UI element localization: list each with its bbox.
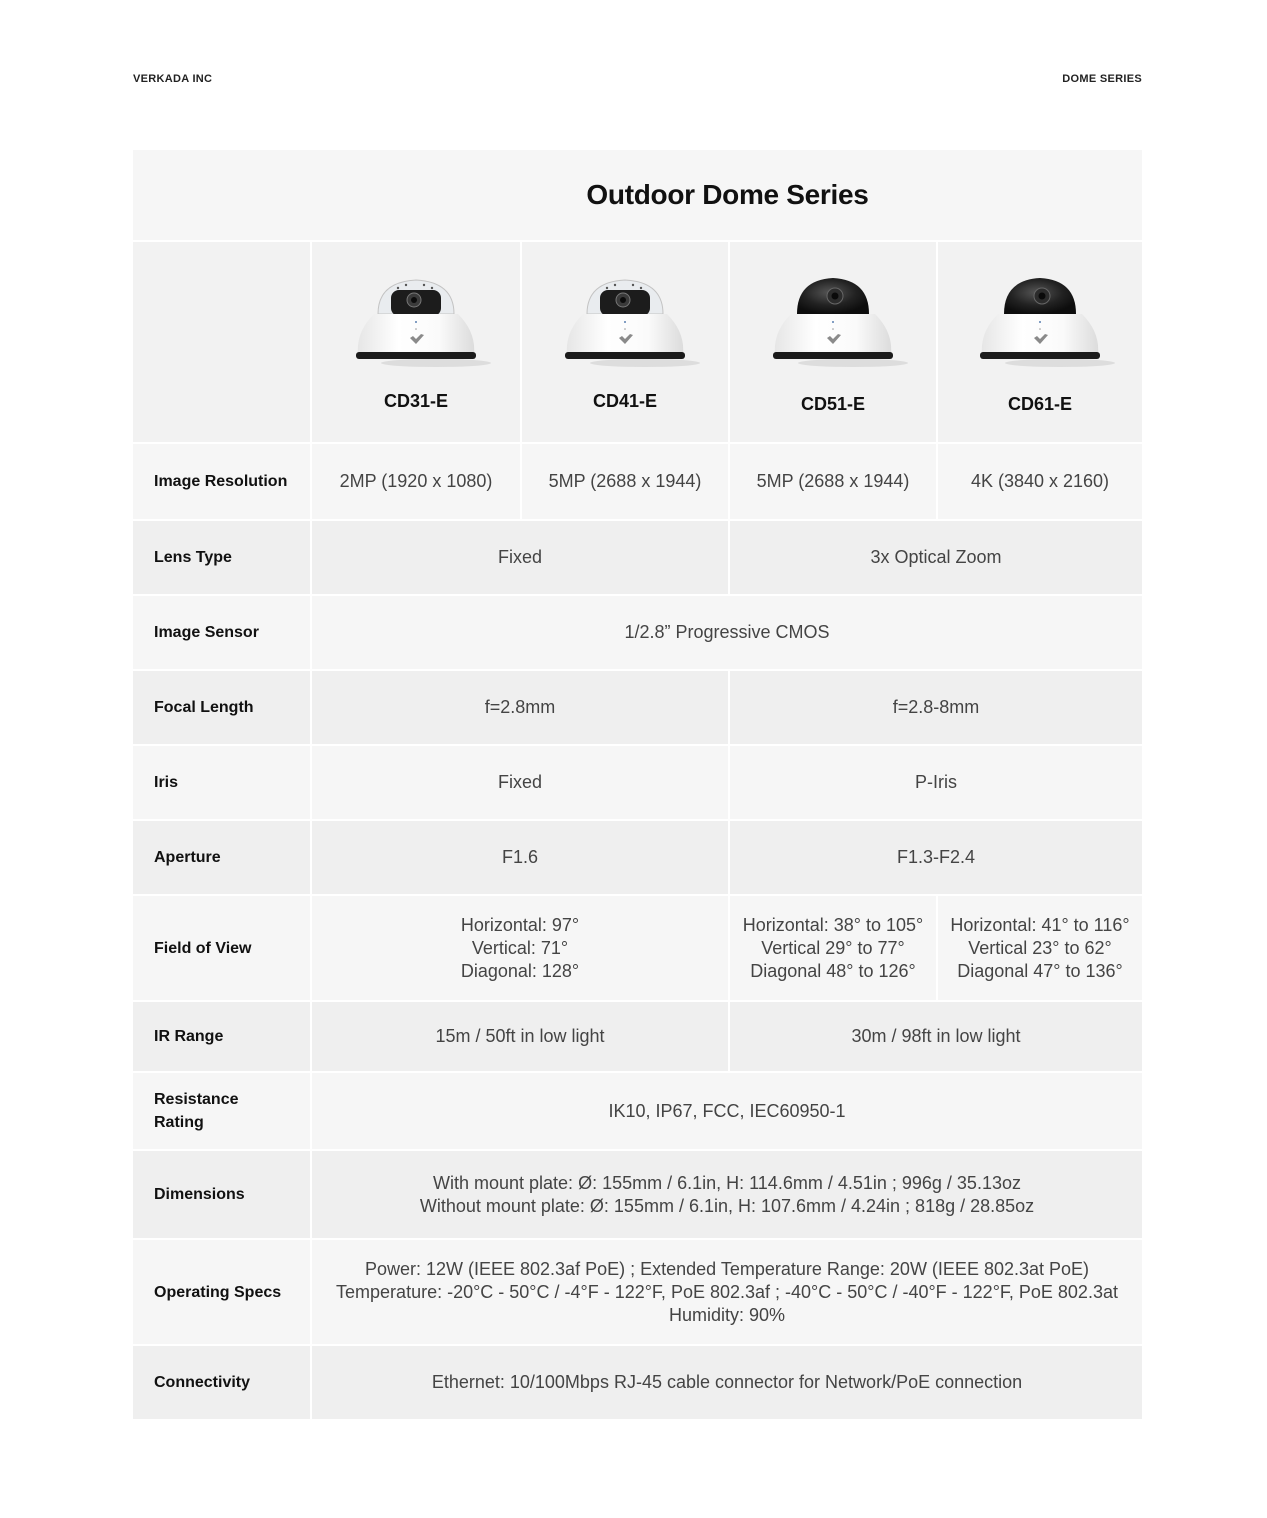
spec-row-operating-specs xyxy=(133,1240,1142,1346)
spec-value: f=2.8-8mm xyxy=(728,671,1142,744)
spec-value: 30m / 98ft in low light xyxy=(728,1002,1142,1071)
spec-value: F1.3-F2.4 xyxy=(728,821,1142,894)
spec-row-dimensions xyxy=(133,1151,1142,1240)
company-name: VERKADA INC xyxy=(133,73,213,85)
spec-row-focal-length xyxy=(133,671,1142,746)
spec-row-ir-range xyxy=(133,1002,1142,1073)
fov-line: Horizontal: 38° to 105° xyxy=(742,914,924,935)
spec-table xyxy=(133,150,1142,1419)
product-model: CD41-E xyxy=(592,391,658,411)
spec-value: 2MP (1920 x 1080) xyxy=(339,471,493,491)
fov-line: Horizontal: 41° to 116° xyxy=(950,914,1130,935)
spec-value: f=2.8mm xyxy=(484,697,556,717)
dimensions-line: With mount plate: Ø: 155mm / 6.1in, H: 114.6mm / 4.51in ; 996g / 35.13oz xyxy=(433,1172,1021,1193)
spec-label: Lens Type xyxy=(133,521,312,594)
spec-value xyxy=(728,896,936,1000)
spec-label: IR Range xyxy=(133,1002,312,1071)
spec-value: 4K (3840 x 2160) xyxy=(936,444,1142,519)
spec-value: IK10, IP67, FCC, IEC60950-1 xyxy=(608,1100,846,1121)
dome-camera-icon xyxy=(960,264,1120,376)
product-cd51-e xyxy=(728,242,936,442)
spec-label: Iris xyxy=(133,746,312,819)
spec-label: Operating Specs xyxy=(133,1240,312,1344)
fov-line: Vertical 23° to 62° xyxy=(968,937,1112,958)
spec-row-lens-type xyxy=(133,521,1142,596)
spec-value: 5MP (2688 x 1944) xyxy=(520,444,728,519)
operating-line: Power: 12W (IEEE 802.3af PoE) ; Extended Temperature Range: 20W (IEEE 802.3at PoE) xyxy=(364,1258,1090,1279)
fov-line: Vertical 29° to 77° xyxy=(761,937,905,958)
spec-label: Aperture xyxy=(133,821,312,894)
spec-row-iris xyxy=(133,746,1142,821)
spec-label: Dimensions xyxy=(133,1151,312,1238)
fov-line: Diagonal 48° to 126° xyxy=(750,960,916,981)
spec-value: P-Iris xyxy=(728,746,1142,819)
fov-line: Horizontal: 97° xyxy=(460,914,580,935)
table-title: Outdoor Dome Series xyxy=(586,179,869,210)
operating-line: Humidity: 90% xyxy=(668,1304,786,1325)
product-row xyxy=(133,242,1142,444)
dome-camera-icon xyxy=(545,264,705,376)
fov-line: Diagonal 47° to 136° xyxy=(957,960,1123,981)
spec-value: 3x Optical Zoom xyxy=(728,521,1142,594)
product-cd31-e xyxy=(312,242,520,442)
spec-value xyxy=(312,896,728,1000)
spec-label: Focal Length xyxy=(133,671,312,744)
product-row-label xyxy=(133,242,312,442)
dimensions-line: Without mount plate: Ø: 155mm / 6.1in, H: 107.6mm / 4.24in ; 818g / 28.85oz xyxy=(419,1195,1035,1216)
spec-label-line: Rating xyxy=(154,1114,204,1131)
spec-value xyxy=(312,1151,1142,1238)
spec-label: Image Resolution xyxy=(133,444,312,519)
spec-label: Image Sensor xyxy=(133,596,312,669)
spec-value: Ethernet: 10/100Mbps RJ-45 cable connector for Network/PoE connection xyxy=(431,1372,1023,1392)
product-cd61-e xyxy=(936,242,1142,442)
dome-camera-icon xyxy=(336,264,496,376)
spec-value: 5MP (2688 x 1944) xyxy=(728,444,936,519)
spec-row-image-sensor xyxy=(133,596,1142,671)
table-title-row xyxy=(133,150,1142,242)
spec-value: Fixed xyxy=(497,772,542,792)
spec-label-line: Resistance xyxy=(154,1091,239,1108)
dome-camera-icon xyxy=(753,264,913,376)
spec-value: Fixed xyxy=(497,547,542,567)
fov-line: Diagonal: 128° xyxy=(460,960,580,981)
spec-label xyxy=(133,1073,312,1149)
spec-value xyxy=(936,896,1142,1000)
operating-line: Temperature: -20°C - 50°C / -4°F - 122°F, PoE 802.3af ; -40°C - 50°C / -40°F - 122°F, PoE 802.3at xyxy=(336,1281,1118,1302)
fov-line: Vertical: 71° xyxy=(471,937,569,958)
product-model: CD61-E xyxy=(1007,394,1073,414)
spec-row-resistance-rating xyxy=(133,1073,1142,1151)
spec-value: 1/2.8” Progressive CMOS xyxy=(624,622,830,642)
spec-value: 15m / 50ft in low light xyxy=(435,1026,605,1046)
product-cd41-e xyxy=(520,242,728,442)
spec-row-field-of-view xyxy=(133,896,1142,1002)
product-model: CD31-E xyxy=(383,391,449,411)
spec-row-aperture xyxy=(133,821,1142,896)
spec-row-connectivity xyxy=(133,1346,1142,1419)
spec-row-image-resolution xyxy=(133,444,1142,521)
series-name: DOME SERIES xyxy=(1062,73,1142,85)
spec-value: F1.6 xyxy=(501,847,539,867)
spec-label: Connectivity xyxy=(133,1346,312,1419)
spec-value xyxy=(312,1240,1142,1344)
spec-label: Field of View xyxy=(133,896,312,1000)
product-model: CD51-E xyxy=(800,394,866,414)
